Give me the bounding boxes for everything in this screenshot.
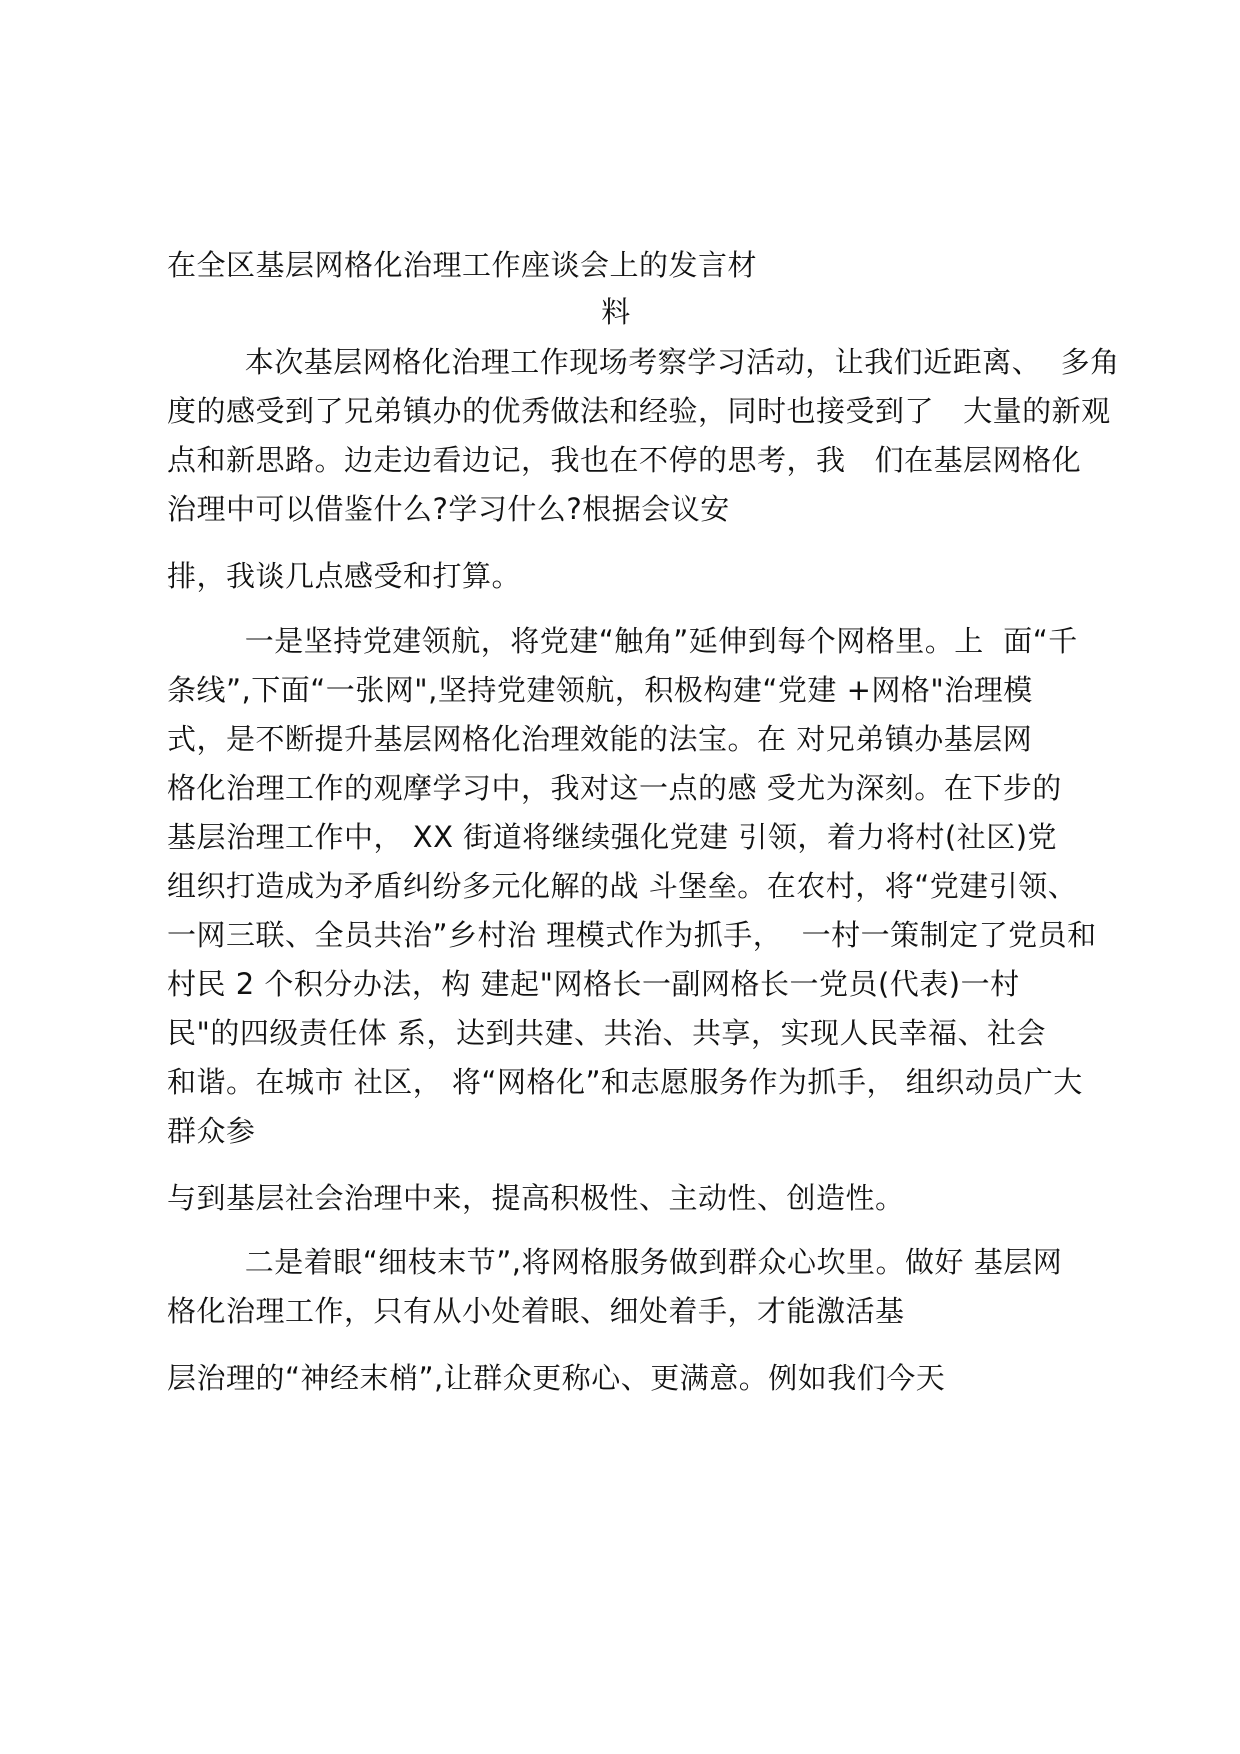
paragraph-2-line-11: 群众参 [167, 1114, 256, 1148]
paragraph-2-line-3: 式，是不断提升基层网格化治理效能的法宝。在 对兄弟镇办基层网 [167, 722, 1033, 756]
paragraph-1-line-3: 点和新思路。边走边看边记，我也在不停的思考，我 们在基层网格化 [167, 443, 1082, 477]
paragraph-2-line-10: 和谐。在城市 社区， 将“网格化”和志愿服务作为抓手， 组织动员广大 [167, 1065, 1083, 1099]
paragraph-2-line-9: 民"的四级责任体 系，达到共建、共治、共享，实现人民幸福、社会 [167, 1016, 1047, 1050]
paragraph-2-line-7: 一网三联、全员共治”乡村治 理模式作为抓手， 一村一策制定了党员和 [167, 918, 1097, 952]
paragraph-1-line-2: 度的感受到了兄弟镇办的优秀做法和经验，同时也接受到了 大量的新观 [167, 394, 1111, 428]
paragraph-2-line-4: 格化治理工作的观摩学习中，我对这一点的感 受尤为深刻。在下步的 [167, 771, 1062, 805]
paragraph-3-line-2: 格化治理工作，只有从小处着眼、细处着手，才能激活基 [167, 1294, 905, 1328]
title-line-2: 料 [601, 295, 631, 329]
paragraph-3-end: 层治理的“神经末梢”,让群众更称心、更满意。例如我们今天 [167, 1361, 946, 1395]
paragraph-2-line-6: 组织打造成为矛盾纠纷多元化解的战 斗堡垒。在农村，将“党建引领、 [167, 869, 1078, 903]
paragraph-2-line-8: 村民 2 个积分办法，构 建起"网格长一副网格长一党员(代表)一村 [167, 967, 1020, 1001]
paragraph-1-line-1: 本次基层网格化治理工作现场考察学习活动，让我们近距离、 多角 [167, 345, 1120, 379]
paragraph-3-line-1: 二是着眼“细枝末节”,将网格服务做到群众心坎里。做好 基层网 [167, 1245, 1063, 1279]
paragraph-2-line-1: 一是坚持党建领航，将党建“触角”延伸到每个网格里。上 面“千 [167, 624, 1078, 658]
paragraph-2-end: 与到基层社会治理中来，提高积极性、主动性、创造性。 [167, 1181, 905, 1215]
paragraph-2-line-2: 条线”,下面“一张网",坚持党建领航，积极构建“党建 +网格"治理模 [167, 673, 1033, 707]
paragraph-2-line-5: 基层治理工作中， XX 街道将继续强化党建 引领，着力将村(社区)党 [167, 820, 1058, 854]
paragraph-1-line-4: 治理中可以借鉴什么?学习什么?根据会议安 [167, 492, 730, 526]
paragraph-1-end: 排，我谈几点感受和打算。 [167, 559, 522, 593]
title-line-1: 在全区基层网格化治理工作座谈会上的发言材 [167, 248, 758, 282]
